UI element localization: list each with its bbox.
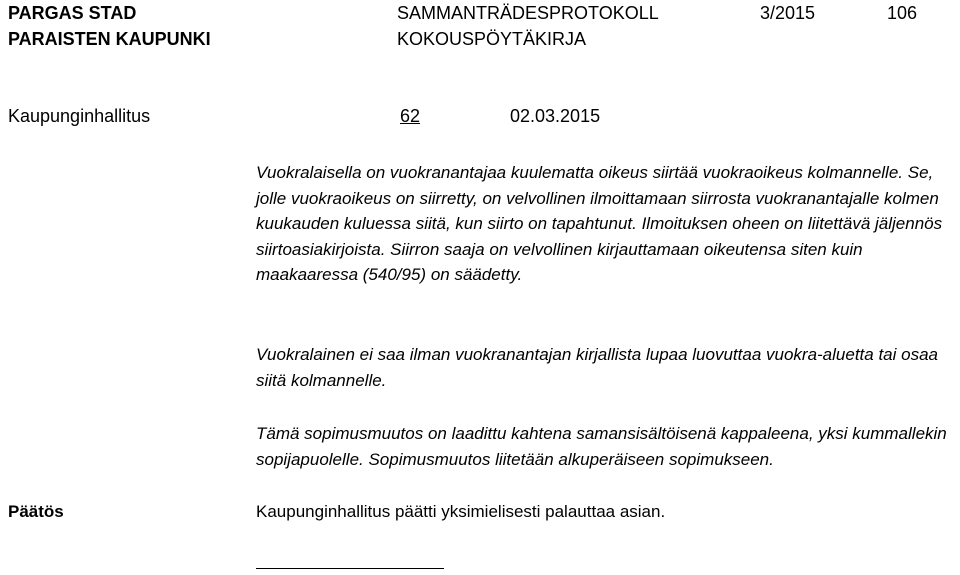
document-type-sv: SAMMANTRÄDESPROTOKOLL <box>397 3 659 23</box>
document-type-fi: KOKOUSPÖYTÄKIRJA <box>397 29 587 49</box>
section-number: 62 <box>400 106 421 126</box>
page-number: 106 <box>887 3 918 23</box>
meeting-date: 02.03.2015 <box>510 106 601 126</box>
meeting-body: Kaupunginhallitus <box>8 106 151 126</box>
issue-number: 3/2015 <box>760 3 816 23</box>
decision-text: Kaupunginhallitus päätti yksimielisesti palauttaa asian. <box>256 502 666 521</box>
organization-name-sv: PARAISTEN KAUPUNKI <box>8 29 211 49</box>
paragraph-transfer-rights: Vuokralaisella on vuokranantajaa kuulematta oikeus siirtää vuokraoikeus kolmannelle. Se, jolle vuokraoikeus on siirretty, on velvollinen ilmoittamaan siirrosta vuokranantajalle kolmen kuukauden kuluessa siitä, kun siirto on tapahtunut. Ilmoituksen oheen on liitettävä jäljennös siirtoasiakirjoista. Siirron saaja on velvollinen kirjauttamaan oikeutensa siten kuin maakaaressa (540/95) on säädetty. <box>256 163 943 284</box>
organization-name-fi: PARGAS STAD <box>8 3 137 23</box>
signature-line <box>256 568 444 569</box>
paragraph-sublease-restriction: Vuokralainen ei saa ilman vuokranantajan kirjallista lupaa luovuttaa vuokra-aluetta tai osaa siitä kolmannelle. <box>256 345 938 390</box>
paragraph-copies: Tämä sopimusmuutos on laadittu kahtena samansisältöisenä kappaleena, yksi kummallekin sopijapuolelle. Sopimusmuutos liitetään alkuperäiseen sopimukseen. <box>256 424 947 469</box>
decision-label: Päätös <box>8 502 64 521</box>
